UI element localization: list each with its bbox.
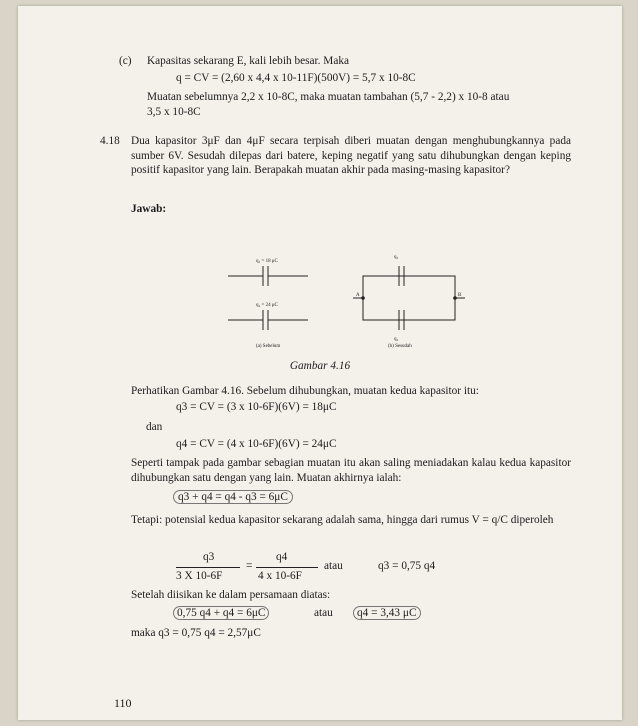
caption-b: (b) Sesudah: [388, 344, 412, 349]
equation-q3: q3 = CV = (3 x 10-6F)(6V) = 18μC: [176, 401, 337, 413]
figure-caption: Gambar 4.16: [289, 360, 351, 372]
equation-q4-final-wrap: [353, 607, 421, 619]
solution-para2: Seperti tampak pada gambar sebagian muatan itu akan saling meniadakan kalau kedua kapasitor dihubungkan satu dengan yang lain. Muatan akhirnya ialah:: [131, 457, 571, 484]
equation-sum: q3 + q4 = q4 - q3 = 6μC: [173, 490, 293, 504]
equals-sign: =: [246, 560, 253, 572]
capacitor-figure: [218, 234, 468, 354]
fraction-num-2: q4: [276, 551, 288, 563]
node-a-label: A: [356, 293, 360, 298]
node-b-label: B: [458, 293, 462, 298]
page-number: 110: [114, 696, 132, 710]
part-c-line4: 3,5 x 10-8C: [147, 106, 201, 118]
node-a-dot: [361, 296, 365, 300]
page: [18, 6, 622, 720]
problem-number: 4.18: [100, 135, 120, 147]
atau-2: atau: [314, 607, 333, 619]
label-q3-before: q₃ = 18 μC: [256, 259, 278, 264]
solution-para3: Tetapi: potensial kedua kapasitor sekarang adalah sama, hingga dari rumus V = q/C diperoleh: [131, 514, 554, 526]
label-q3-after: q₃: [394, 255, 399, 260]
equation-sum-box-wrap: [173, 490, 293, 504]
fraction-result: q3 = 0,75 q4: [378, 560, 436, 572]
part-c-label: (c): [119, 55, 132, 67]
part-c-line1: Kapasitas sekarang E, kali lebih besar. Maka: [147, 55, 350, 67]
fraction-den-1: 3 X 10-6F: [176, 570, 223, 582]
label-q4-before: q₄ = 24 μC: [256, 303, 278, 308]
fraction-den-2: 4 x 10-6F: [258, 570, 302, 582]
part-c-equation: q = CV = (2,60 x 4,4 x 10-11F)(500V) = 5,7 x 10-8C: [176, 72, 416, 84]
jawab-label: Jawab:: [131, 203, 167, 215]
node-b-dot: [453, 296, 457, 300]
equation-q4: q4 = CV = (4 x 10-6F)(6V) = 24μC: [176, 438, 337, 450]
atau-1: atau: [324, 560, 343, 572]
equation-q4-final: q4 = 3,43 μC: [353, 606, 421, 620]
fraction-bar-2: [256, 567, 318, 568]
figure-circuit-loop: [363, 276, 455, 320]
caption-a: (a) Sebelum: [256, 344, 281, 349]
solution-intro: Perhatikan Gambar 4.16. Sebelum dihubungkan, muatan kedua kapasitor itu:: [131, 385, 479, 397]
fraction-bar-1: [176, 567, 240, 568]
solution-maka: maka q3 = 0,75 q4 = 2,57μC: [131, 627, 261, 639]
equation-sub: 0,75 q4 + q4 = 6μC: [173, 606, 269, 620]
fraction-num-1: q3: [203, 551, 215, 563]
solution-dan: dan: [146, 421, 163, 433]
label-q4-after: q₄: [394, 337, 399, 342]
solution-para4: Setelah diisikan ke dalam persamaan diatas:: [131, 589, 331, 601]
problem-text: Dua kapasitor 3μF dan 4μF secara terpisah diberi muatan dengan menghubungkannya pada sumber 6V. Sesudah dilepas dari batere, keping negatif yang satu dihubungkan dengan keping positif kapasitor yang lain. Berapakah muatan akhir pada masing-masing kapasitor?: [131, 135, 571, 176]
equation-sub-wrap: [173, 607, 269, 619]
part-c-line3: Muatan sebelumnya 2,2 x 10-8C, maka muatan tambahan (5,7 - 2,2) x 10-8 atau: [147, 91, 510, 103]
